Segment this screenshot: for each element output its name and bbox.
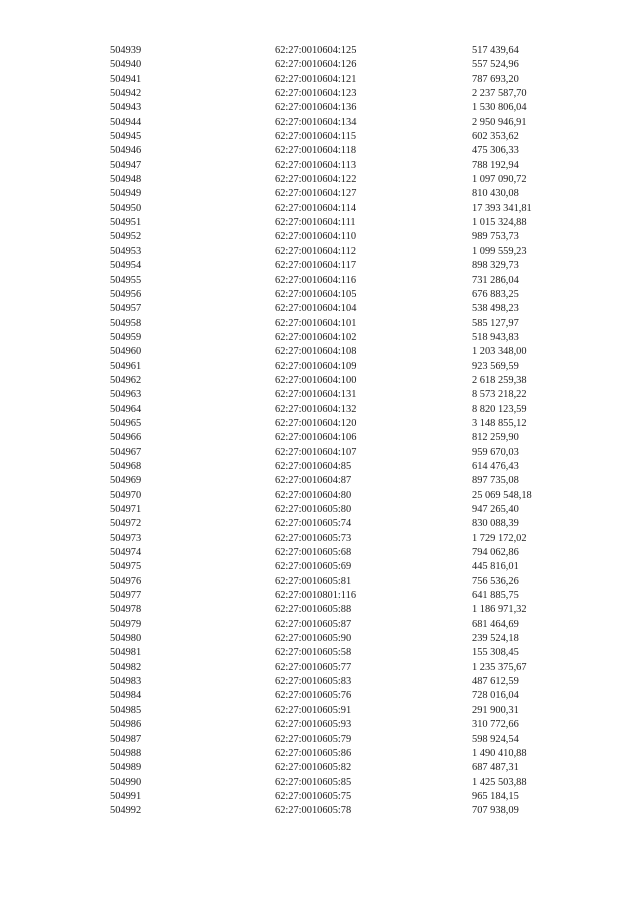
- table-row: [110, 618, 572, 632]
- table-row: [110, 44, 572, 58]
- cadastral-value-cell: 8 573 218,22: [472, 389, 527, 401]
- row-number-cell: 504973: [110, 532, 142, 544]
- cadastral-value-cell: 602 353,62: [472, 131, 519, 143]
- row-number-cell: 504983: [110, 676, 142, 688]
- table-row: [110, 704, 572, 718]
- cadastral-value-cell: 965 184,15: [472, 790, 519, 802]
- cadastral-number-cell: 62:27:0010604:125: [275, 45, 357, 56]
- row-number-cell: 504946: [110, 145, 142, 157]
- table-row: [110, 216, 572, 230]
- cadastral-number-cell: 62:27:0010604:110: [275, 231, 357, 243]
- table-row: [110, 431, 572, 445]
- cadastral-number-cell: 62:27:0010604:116: [275, 274, 357, 286]
- cadastral-value-cell: 756 536,26: [472, 575, 519, 587]
- table-row: [110, 733, 572, 747]
- cadastral-value-cell: 2 950 946,91: [472, 116, 527, 128]
- row-number-cell: 504991: [110, 790, 142, 802]
- table-row: [110, 632, 572, 646]
- row-number-cell: 504947: [110, 159, 142, 171]
- table-row: [110, 58, 572, 72]
- cadastral-number-cell: 62:27:0010605:75: [275, 790, 352, 802]
- cadastral-value-cell: 3 148 855,12: [472, 417, 527, 429]
- cadastral-number-cell: 62:27:0010605:87: [275, 618, 352, 630]
- cadastral-value-cell: 614 476,43: [472, 460, 519, 472]
- cadastral-number-cell: 62:27:0010604:104: [275, 303, 357, 315]
- cadastral-value-cell: 707 938,09: [472, 805, 519, 817]
- cadastral-number-cell: 62:27:0010605:93: [275, 719, 352, 731]
- row-number-cell: 504965: [110, 417, 142, 429]
- row-number-cell: 504942: [110, 88, 142, 100]
- table-row: [110, 73, 572, 87]
- table-row: [110, 575, 572, 589]
- cadastral-number-cell: 62:27:0010605:76: [275, 690, 352, 702]
- cadastral-number-cell: 62:27:0010605:91: [275, 704, 352, 716]
- table-row: [110, 446, 572, 460]
- row-number-cell: 504976: [110, 575, 142, 587]
- row-number-cell: 504943: [110, 102, 142, 114]
- table-row: [110, 460, 572, 474]
- row-number-cell: 504952: [110, 231, 142, 243]
- cadastral-value-cell: 598 924,54: [472, 733, 519, 745]
- cadastral-number-cell: 62:27:0010604:111: [275, 217, 356, 229]
- row-number-cell: 504967: [110, 446, 142, 458]
- table-row: [110, 259, 572, 273]
- cadastral-number-cell: 62:27:0010604:105: [275, 288, 357, 300]
- row-number-cell: 504948: [110, 174, 142, 186]
- table-row: [110, 274, 572, 288]
- table-row: [110, 718, 572, 732]
- cadastral-value-cell: 898 329,73: [472, 260, 519, 272]
- cadastral-number-cell: 62:27:0010604:136: [275, 102, 357, 114]
- row-number-cell: 504974: [110, 547, 142, 559]
- table-row: [110, 417, 572, 431]
- cadastral-number-cell: 62:27:0010604:117: [275, 260, 357, 272]
- table-row: [110, 776, 572, 790]
- table-row: [110, 245, 572, 259]
- row-number-cell: 504962: [110, 374, 142, 386]
- cadastral-number-cell: 62:27:0010604:101: [275, 317, 357, 329]
- cadastral-value-table: [110, 44, 572, 819]
- row-number-cell: 504988: [110, 747, 142, 759]
- cadastral-value-cell: 557 524,96: [472, 59, 519, 71]
- cadastral-value-cell: 687 487,31: [472, 762, 519, 774]
- table-row: [110, 331, 572, 345]
- cadastral-value-cell: 676 883,25: [472, 288, 519, 300]
- cadastral-number-cell: 62:27:0010605:81: [275, 575, 352, 587]
- cadastral-value-cell: 1 425 503,88: [472, 776, 527, 788]
- table-row: [110, 403, 572, 417]
- row-number-cell: 504950: [110, 202, 142, 214]
- row-number-cell: 504992: [110, 805, 142, 817]
- table-row: [110, 173, 572, 187]
- cadastral-value-cell: 830 088,39: [472, 518, 519, 530]
- row-number-cell: 504985: [110, 704, 142, 716]
- cadastral-number-cell: 62:27:0010604:126: [275, 59, 357, 71]
- row-number-cell: 504959: [110, 331, 142, 343]
- cadastral-number-cell: 62:27:0010604:120: [275, 417, 357, 429]
- cadastral-number-cell: 62:27:0010604:87: [275, 475, 352, 487]
- table-row: [110, 302, 572, 316]
- row-number-cell: 504989: [110, 762, 142, 774]
- table-row: [110, 288, 572, 302]
- row-number-cell: 504981: [110, 647, 142, 659]
- table-row: [110, 517, 572, 531]
- table-row: [110, 661, 572, 675]
- cadastral-number-cell: 62:27:0010605:78: [275, 805, 352, 817]
- table-row: [110, 187, 572, 201]
- row-number-cell: 504944: [110, 116, 142, 128]
- cadastral-number-cell: 62:27:0010604:102: [275, 331, 357, 343]
- cadastral-number-cell: 62:27:0010604:114: [275, 202, 357, 214]
- cadastral-value-cell: 445 816,01: [472, 561, 519, 573]
- cadastral-number-cell: 62:27:0010604:112: [275, 245, 357, 257]
- cadastral-value-cell: 989 753,73: [472, 231, 519, 243]
- cadastral-value-cell: 681 464,69: [472, 618, 519, 630]
- cadastral-value-cell: 1 729 172,02: [472, 532, 527, 544]
- cadastral-number-cell: 62:27:0010604:115: [275, 131, 357, 143]
- table-row: [110, 159, 572, 173]
- row-number-cell: 504982: [110, 661, 142, 673]
- cadastral-number-cell: 62:27:0010604:106: [275, 432, 357, 444]
- table-row: [110, 101, 572, 115]
- cadastral-value-cell: 788 192,94: [472, 159, 519, 171]
- cadastral-value-cell: 8 820 123,59: [472, 403, 527, 415]
- cadastral-number-cell: 62:27:0010605:58: [275, 647, 352, 659]
- row-number-cell: 504970: [110, 489, 142, 501]
- cadastral-number-cell: 62:27:0010604:134: [275, 116, 357, 128]
- table-row: [110, 116, 572, 130]
- cadastral-value-cell: 25 069 548,18: [472, 489, 532, 501]
- row-number-cell: 504987: [110, 733, 142, 745]
- cadastral-number-cell: 62:27:0010604:131: [275, 389, 357, 401]
- cadastral-value-cell: 1 490 410,88: [472, 747, 527, 759]
- table-row: [110, 603, 572, 617]
- cadastral-value-cell: 923 569,59: [472, 360, 519, 372]
- cadastral-value-cell: 641 885,75: [472, 590, 519, 602]
- cadastral-value-cell: 517 439,64: [472, 45, 519, 56]
- cadastral-number-cell: 62:27:0010604:80: [275, 489, 352, 501]
- cadastral-number-cell: 62:27:0010604:109: [275, 360, 357, 372]
- cadastral-value-cell: 1 186 971,32: [472, 604, 527, 616]
- cadastral-value-cell: 1 235 375,67: [472, 661, 527, 673]
- cadastral-value-cell: 155 308,45: [472, 647, 519, 659]
- row-number-cell: 504954: [110, 260, 142, 272]
- table-body: [110, 44, 572, 819]
- cadastral-value-cell: 1 097 090,72: [472, 174, 527, 186]
- table-row: [110, 374, 572, 388]
- row-number-cell: 504963: [110, 389, 142, 401]
- table-row: [110, 503, 572, 517]
- row-number-cell: 504949: [110, 188, 142, 200]
- cadastral-value-cell: 947 265,40: [472, 504, 519, 515]
- row-number-cell: 504975: [110, 561, 142, 573]
- table-row: [110, 230, 572, 244]
- row-number-cell: 504940: [110, 59, 142, 71]
- row-number-cell: 504980: [110, 633, 142, 645]
- table-row: [110, 646, 572, 660]
- cadastral-value-cell: 1 015 324,88: [472, 217, 527, 229]
- table-row: [110, 130, 572, 144]
- table-row: [110, 532, 572, 546]
- cadastral-number-cell: 62:27:0010604:127: [275, 188, 357, 200]
- cadastral-value-cell: 812 259,90: [472, 432, 519, 444]
- cadastral-number-cell: 62:27:0010605:90: [275, 633, 352, 645]
- cadastral-number-cell: 62:27:0010605:86: [275, 747, 352, 759]
- row-number-cell: 504956: [110, 288, 142, 300]
- row-number-cell: 504964: [110, 403, 142, 415]
- table-row: [110, 144, 572, 158]
- cadastral-number-cell: 62:27:0010605:83: [275, 676, 352, 688]
- cadastral-number-cell: 62:27:0010605:85: [275, 776, 352, 788]
- cadastral-number-cell: 62:27:0010604:108: [275, 346, 357, 358]
- table-row: [110, 689, 572, 703]
- row-number-cell: 504941: [110, 73, 142, 85]
- cadastral-value-cell: 810 430,08: [472, 188, 519, 200]
- cadastral-value-cell: 1 203 348,00: [472, 346, 527, 358]
- row-number-cell: 504945: [110, 131, 142, 143]
- table-row: [110, 360, 572, 374]
- cadastral-number-cell: 62:27:0010604:100: [275, 374, 357, 386]
- cadastral-value-cell: 2 237 587,70: [472, 88, 527, 100]
- cadastral-value-cell: 1 099 559,23: [472, 245, 527, 257]
- table-row: [110, 761, 572, 775]
- cadastral-value-cell: 1 530 806,04: [472, 102, 527, 114]
- cadastral-value-cell: 2 618 259,38: [472, 374, 527, 386]
- cadastral-value-cell: 239 524,18: [472, 633, 519, 645]
- row-number-cell: 504968: [110, 460, 142, 472]
- cadastral-value-cell: 538 498,23: [472, 303, 519, 315]
- row-number-cell: 504990: [110, 776, 142, 788]
- row-number-cell: 504961: [110, 360, 142, 372]
- cadastral-value-cell: 794 062,86: [472, 547, 519, 559]
- cadastral-number-cell: 62:27:0010604:121: [275, 73, 357, 85]
- row-number-cell: 504969: [110, 475, 142, 487]
- cadastral-number-cell: 62:27:0010604:123: [275, 88, 357, 100]
- table-row: [110, 804, 572, 818]
- row-number-cell: 504977: [110, 590, 142, 602]
- row-number-cell: 504960: [110, 346, 142, 358]
- table-row: [110, 589, 572, 603]
- cadastral-value-cell: 17 393 341,81: [472, 202, 532, 214]
- table-row: [110, 474, 572, 488]
- cadastral-number-cell: 62:27:0010604:122: [275, 174, 357, 186]
- cadastral-number-cell: 62:27:0010605:79: [275, 733, 352, 745]
- cadastral-number-cell: 62:27:0010605:68: [275, 547, 352, 559]
- cadastral-number-cell: 62:27:0010604:107: [275, 446, 357, 458]
- table-row: [110, 546, 572, 560]
- table-row: [110, 388, 572, 402]
- table-row: [110, 87, 572, 101]
- cadastral-number-cell: 62:27:0010604:85: [275, 460, 352, 472]
- cadastral-value-cell: 310 772,66: [472, 719, 519, 731]
- cadastral-value-cell: 475 306,33: [472, 145, 519, 157]
- cadastral-number-cell: 62:27:0010605:69: [275, 561, 352, 573]
- cadastral-value-cell: 897 735,08: [472, 475, 519, 487]
- table-row: [110, 489, 572, 503]
- cadastral-number-cell: 62:27:0010605:77: [275, 661, 352, 673]
- row-number-cell: 504958: [110, 317, 142, 329]
- table-row: [110, 560, 572, 574]
- table-row: [110, 747, 572, 761]
- row-number-cell: 504979: [110, 618, 142, 630]
- row-number-cell: 504972: [110, 518, 142, 530]
- cadastral-number-cell: 62:27:0010605:73: [275, 532, 352, 544]
- cadastral-number-cell: 62:27:0010605:74: [275, 518, 352, 530]
- cadastral-value-cell: 787 693,20: [472, 73, 519, 85]
- table-row: [110, 317, 572, 331]
- cadastral-number-cell: 62:27:0010605:80: [275, 504, 352, 515]
- row-number-cell: 504957: [110, 303, 142, 315]
- cadastral-number-cell: 62:27:0010604:118: [275, 145, 357, 157]
- cadastral-value-cell: 959 670,03: [472, 446, 519, 458]
- cadastral-value-cell: 585 127,97: [472, 317, 519, 329]
- table-row: [110, 202, 572, 216]
- row-number-cell: 504978: [110, 604, 142, 616]
- row-number-cell: 504971: [110, 504, 142, 515]
- cadastral-number-cell: 62:27:0010605:82: [275, 762, 352, 774]
- row-number-cell: 504986: [110, 719, 142, 731]
- row-number-cell: 504966: [110, 432, 142, 444]
- cadastral-number-cell: 62:27:0010801:116: [275, 590, 357, 602]
- cadastral-value-cell: 728 016,04: [472, 690, 519, 702]
- row-number-cell: 504939: [110, 45, 142, 56]
- cadastral-value-cell: 518 943,83: [472, 331, 519, 343]
- cadastral-value-cell: 291 900,31: [472, 704, 519, 716]
- row-number-cell: 504984: [110, 690, 142, 702]
- table-row: [110, 790, 572, 804]
- cadastral-number-cell: 62:27:0010605:88: [275, 604, 352, 616]
- row-number-cell: 504953: [110, 245, 142, 257]
- cadastral-value-cell: 731 286,04: [472, 274, 519, 286]
- cadastral-value-cell: 487 612,59: [472, 676, 519, 688]
- cadastral-number-cell: 62:27:0010604:113: [275, 159, 357, 171]
- cadastral-number-cell: 62:27:0010604:132: [275, 403, 357, 415]
- row-number-cell: 504955: [110, 274, 142, 286]
- table-row: [110, 675, 572, 689]
- table-row: [110, 345, 572, 359]
- row-number-cell: 504951: [110, 217, 142, 229]
